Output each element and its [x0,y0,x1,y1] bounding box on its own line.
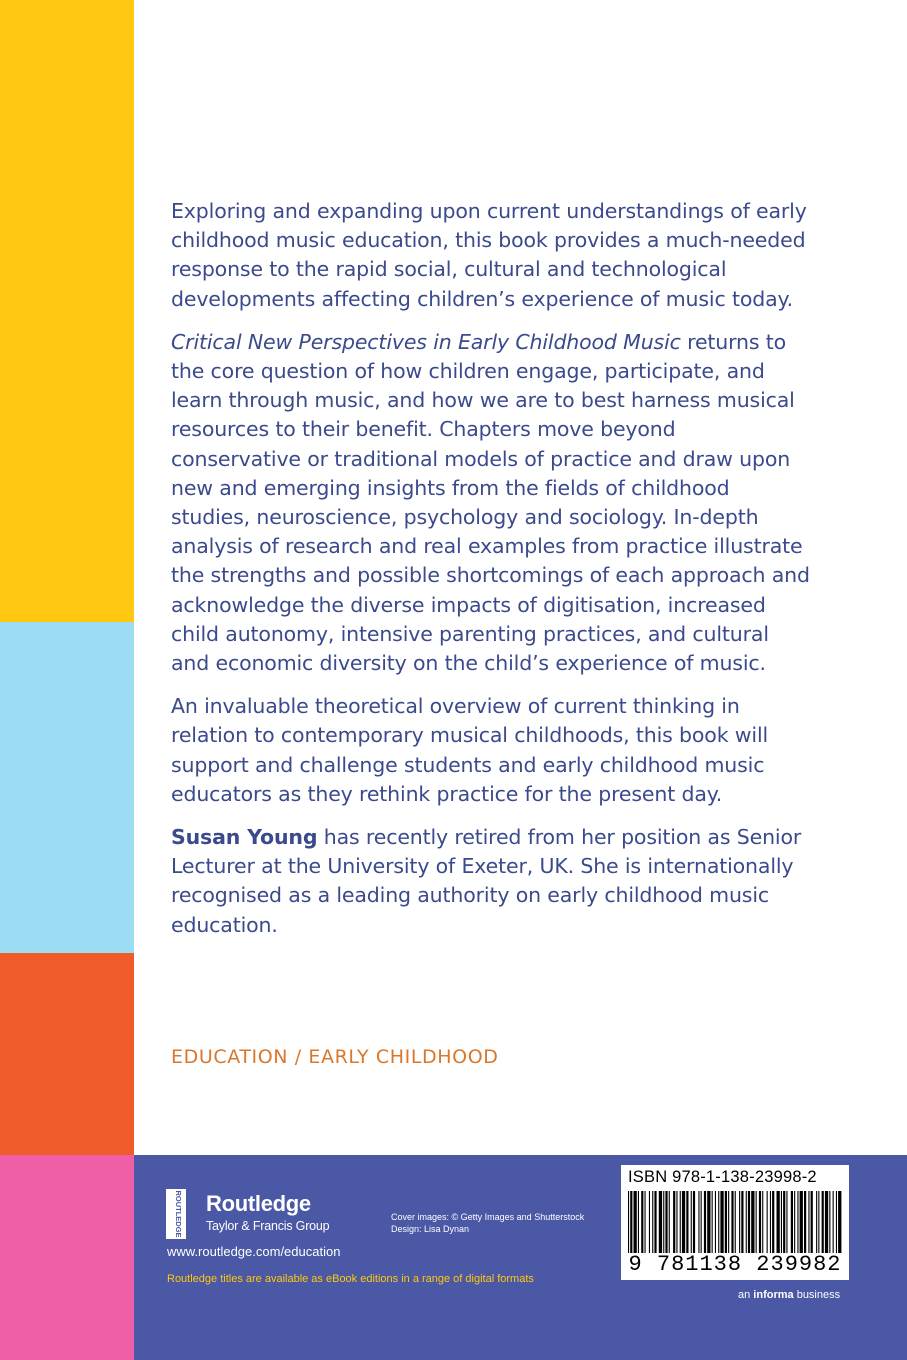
cover-images-credit: Cover images: © Getty Images and Shutterstock [391,1212,585,1222]
barcode-bar [731,1191,733,1253]
barcode-bar [794,1191,795,1253]
barcode-bar [712,1191,713,1253]
book-description [171,197,811,954]
barcode-bar [777,1191,780,1253]
barcode-digits: 9 781138 239982 [628,1252,842,1277]
barcode-bar [735,1191,736,1253]
yellow-stripe [0,0,134,622]
barcode-bar [772,1191,774,1253]
routledge-logo-icon [166,1189,186,1239]
barcode-bar [654,1191,656,1253]
barcode-bar [816,1191,817,1253]
publisher-website[interactable]: www.routledge.com/education [167,1244,341,1259]
barcode-bar [630,1191,632,1253]
barcode-bar [652,1191,653,1253]
barcode-bar [759,1191,761,1253]
barcode-bar [691,1191,692,1253]
informa-business-tagline [738,1289,840,1301]
barcode-bar [728,1191,729,1253]
barcode-bar [797,1191,798,1253]
informa-bold: informa [753,1289,794,1301]
barcode-bar [804,1191,806,1253]
book-title: Critical New Perspectives in Early Childhood Music [171,329,681,354]
barcode-bar [800,1191,803,1253]
routledge-logo-text: ROUTLEDGE [174,1190,183,1238]
barcode-bar [701,1191,702,1253]
barcode-bar [659,1191,662,1253]
barcode-bar [739,1191,740,1253]
cover-credits [391,1211,584,1235]
barcode-bar [638,1191,639,1253]
barcode-bar [715,1191,716,1253]
pink-stripe [0,1155,134,1360]
subject-category: EDUCATION / EARLY CHILDHOOD [171,1046,499,1068]
description-paragraph-2 [171,328,811,678]
barcode-bar [707,1191,710,1253]
barcode-bar [663,1191,664,1253]
isbn-label: ISBN 978-1-138-23998-2 [628,1168,817,1186]
barcode-bar [811,1191,813,1253]
barcode-bar [786,1191,787,1253]
light-blue-stripe [0,622,134,953]
publisher-footer [134,1155,907,1360]
barcode-bar [838,1191,841,1253]
barcode-bar [748,1191,750,1253]
barcode-bar [665,1191,667,1253]
barcode-bar [673,1191,675,1253]
barcode-bar [756,1191,757,1253]
barcode-bar [641,1191,643,1253]
publisher-group: Taylor & Francis Group [206,1219,330,1233]
barcode-bar [741,1191,743,1253]
barcode-bar [686,1191,688,1253]
barcode-bar [628,1191,629,1253]
barcode-bar [645,1191,646,1253]
barcode-bar [770,1191,771,1253]
barcode-bar [781,1191,782,1253]
barcode-bar [682,1191,685,1253]
barcode-bar [718,1191,719,1253]
barcode-bar [818,1191,819,1253]
description-paragraph-3: An invaluable theoretical overview of current thinking in relation to contemporary musical childhoods, this book will support and challenge students and early childhood music educators as they rethink practice for the present day. [171,694,769,806]
barcode-bar [808,1191,809,1253]
description-paragraph-1: Exploring and expanding upon current understandings of early childhood music education, this book provides a much-needed response to the rapid social, cultural and technological developments affecting children’s experience of music today. [171,199,807,311]
ebook-note: Routledge titles are available as eBook editions in a range of digital formats [167,1273,534,1285]
author-bio-text: has recently retired from her position as Senior Lecturer at the University of Exeter, UK. She is internationally recognised as a leading authority on early childhood music education. [171,825,802,937]
barcode-bar [693,1191,695,1253]
barcode-bar [767,1191,768,1253]
orange-stripe [0,953,134,1155]
informa-suffix: business [793,1289,841,1301]
informa-prefix: an [738,1289,754,1301]
barcode-bar [725,1191,727,1253]
barcode-icon [626,1191,844,1253]
author-bio [171,823,811,940]
barcode-bar [825,1191,828,1253]
barcode-bar [669,1191,670,1253]
barcode-bar [634,1191,637,1253]
barcode-bar [762,1191,763,1253]
barcode-bar [751,1191,754,1253]
design-credit: Design: Lisa Dynan [391,1224,470,1234]
barcode-bar [791,1191,793,1253]
barcode-bar [822,1191,824,1253]
barcode-bar [676,1191,677,1253]
author-name: Susan Young [171,825,318,850]
barcode-bar [829,1191,830,1253]
barcode-bar [746,1191,747,1253]
barcode-bar [704,1191,706,1253]
barcode-box [621,1165,849,1280]
barcode-bar [649,1191,650,1253]
description-paragraph-2-text: returns to the core question of how children engage, participate, and learn through music, and how we are to best harness musical resources to their benefit. Chapters move beyond conservative or traditional models of practice and draw upon new and emerging insights from the fields of childhood studies, neuroscience, psychology and sociology. In-depth analysis of research and real examples from practice illustrate the strengths and possible shortcomings of each approach and acknowledge the diverse impacts of digitisation, increased child autonomy, intensive parenting practices, and cultural and economic diversity on the child’s experience of music. [171,329,810,676]
barcode-bar [698,1191,699,1253]
barcode-bar [720,1191,723,1253]
barcode-bar [833,1191,834,1253]
publisher-name: Routledge [206,1191,311,1216]
barcode-bar [836,1191,837,1253]
barcode-bar [680,1191,681,1253]
barcode-bar [783,1191,785,1253]
